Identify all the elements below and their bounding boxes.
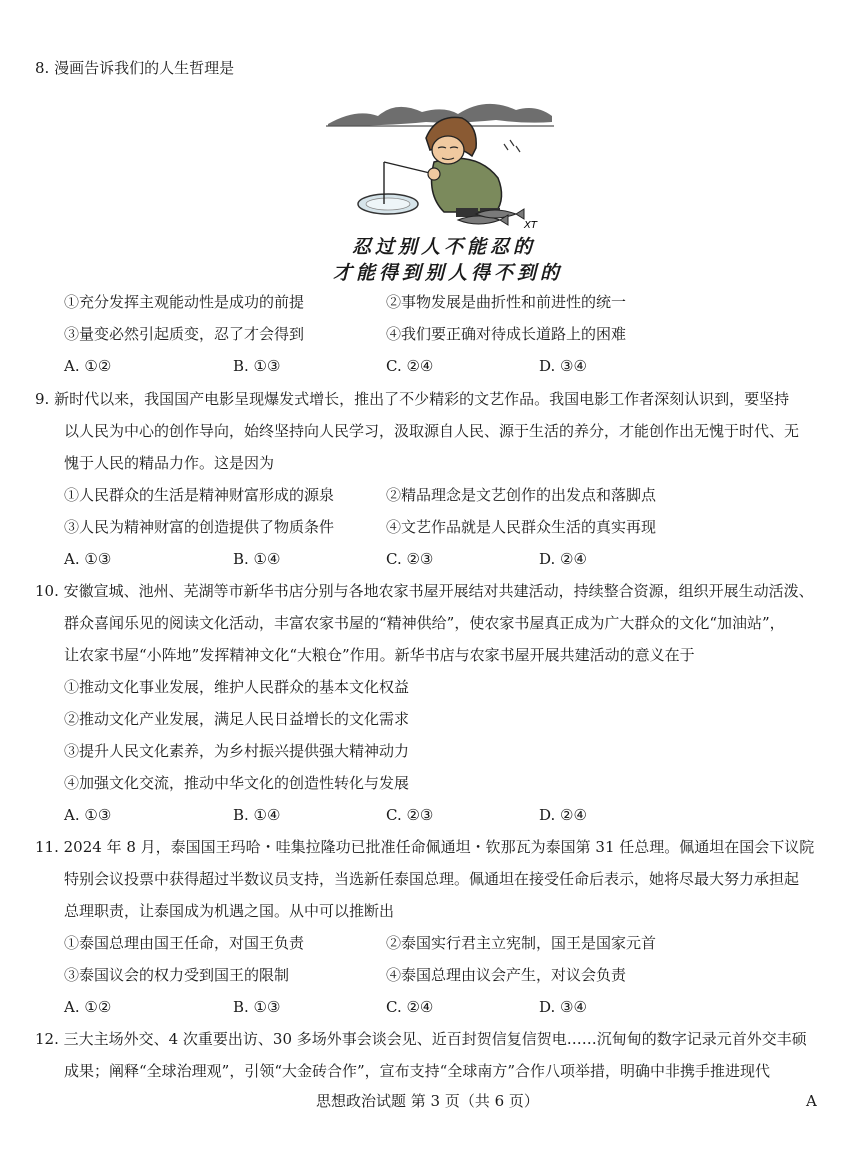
cartoon-caption-line1: 忍过别人不能忍的: [352, 236, 537, 258]
q11-option-1: ①泰国总理由国王任命，对国王负责: [64, 934, 305, 952]
page-footer-info: 思想政治试题 第 3 页（共 6 页）: [316, 1092, 539, 1110]
q11-stem-line3: 总理职责，让泰国成为机遇之国。从中可以推断出: [64, 902, 395, 920]
artist-signature: XT: [524, 220, 537, 231]
q9-choice-d: D. ②④: [539, 550, 587, 568]
q12-stem-line1: 12. 三大主场外交、4 次重要出访、30 多场外事会谈会见、近百封贺信复信贺电……沉甸甸的数字记录元首外交丰硕: [35, 1030, 807, 1048]
q8-choice-c: C. ②④: [386, 357, 434, 375]
q9-stem-line1: 9. 新时代以来，我国国产电影呈现爆发式增长，推出了不少精彩的文艺作品。我国电影工作者深刻认识到，要坚持: [35, 390, 790, 408]
q11-option-4: ④泰国总理由议会产生，对议会负责: [386, 966, 627, 984]
q11-stem-line1: 11. 2024 年 8 月，泰国国王玛哈・哇集拉隆功已批准任命佩通坦・钦那瓦为泰国第 31 任总理。佩通坦在国会下议院: [35, 838, 815, 856]
q8-stem: 8. 漫画告诉我们的人生哲理是: [35, 59, 235, 77]
cartoon-caption-line2: 才能得到别人得不到的: [333, 262, 564, 284]
q9-choice-b: B. ①④: [233, 550, 281, 568]
q9-option-1: ①人民群众的生活是精神财富形成的源泉: [64, 486, 335, 504]
q8-choice-a: A. ①②: [64, 357, 112, 375]
q10-stem-line3: 让农家书屋“小阵地”发挥精神文化“大粮仓”作用。新华书店与农家书屋开展共建活动的意义在于: [64, 646, 695, 664]
q8-choice-b: B. ①③: [233, 357, 281, 375]
q10-option-1: ①推动文化事业发展，维护人民群众的基本文化权益: [64, 678, 410, 696]
q12-stem-line2: 成果；阐释“全球治理观”，引领“大金砖合作”，宣布支持“全球南方”合作八项举措，明确中非携手推进现代: [64, 1062, 771, 1080]
q10-choice-d: D. ②④: [539, 806, 587, 824]
q8-choice-d: D. ③④: [539, 357, 587, 375]
q8-option-4: ④我们要正确对待成长道路上的困难: [386, 325, 627, 343]
q9-option-3: ③人民为精神财富的创造提供了物质条件: [64, 518, 335, 536]
q10-stem-line2: 群众喜闻乐见的阅读文化活动，丰富农家书屋的“精神供给”，使农家书屋真正成为广大群众的文化“加油站”，: [64, 614, 785, 632]
q9-choice-c: C. ②③: [386, 550, 434, 568]
q8-option-2: ②事物发展是曲折性和前进性的统一: [386, 293, 627, 311]
q10-option-2: ②推动文化产业发展，满足人民日益增长的文化需求: [64, 710, 410, 728]
q10-choice-c: C. ②③: [386, 806, 434, 824]
q8-option-3: ③量变必然引起质变，忍了才会得到: [64, 325, 305, 343]
paper-version-label: A: [806, 1092, 817, 1110]
q9-choice-a: A. ①③: [64, 550, 112, 568]
q10-choice-a: A. ①③: [64, 806, 112, 824]
q11-option-2: ②泰国实行君主立宪制，国王是国家元首: [386, 934, 657, 952]
q11-option-3: ③泰国议会的权力受到国王的限制: [64, 966, 290, 984]
q10-option-3: ③提升人民文化素养，为乡村振兴提供强大精神动力: [64, 742, 410, 760]
q11-choice-d: D. ③④: [539, 998, 587, 1016]
q11-choice-b: B. ①③: [233, 998, 281, 1016]
q9-option-4: ④文艺作品就是人民群众生活的真实再现: [386, 518, 657, 536]
q11-choice-a: A. ①②: [64, 998, 112, 1016]
q9-stem-line2: 以人民为中心的创作导向，始终坚持向人民学习，汲取源自人民、源于生活的养分，才能创作出无愧于时代、无: [64, 422, 800, 440]
q9-stem-line3: 愧于人民的精品力作。这是因为: [64, 454, 275, 472]
q10-stem-line1: 10. 安徽宣城、池州、芜湖等市新华书店分别与各地农家书屋开展结对共建活动，持续整合资源，组织开展生动活泼、: [35, 582, 814, 600]
q10-option-4: ④加强文化交流，推动中华文化的创造性转化与发展: [64, 774, 410, 792]
q11-stem-line2: 特别会议投票中获得超过半数议员支持，当选新任泰国总理。佩通坦在接受任命后表示，她将尽最大努力承担起: [64, 870, 800, 888]
q10-choice-b: B. ①④: [233, 806, 281, 824]
q11-choice-c: C. ②④: [386, 998, 434, 1016]
q8-option-1: ①充分发挥主观能动性是成功的前提: [64, 293, 305, 311]
q9-option-2: ②精品理念是文艺创作的出发点和落脚点: [386, 486, 657, 504]
